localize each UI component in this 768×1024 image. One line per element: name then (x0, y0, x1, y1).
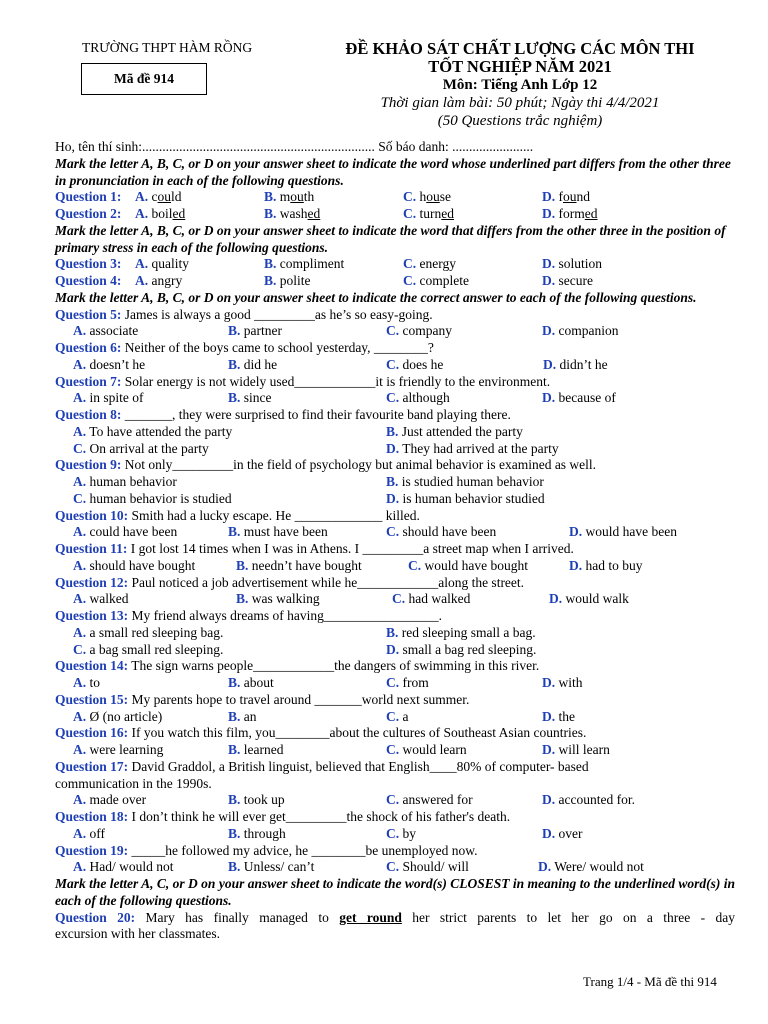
option-b[interactable]: B. an (228, 708, 257, 724)
option-d[interactable]: D. solution (542, 256, 603, 272)
option-b[interactable]: B. Just attended the party (386, 423, 523, 439)
option-d[interactable]: D. is human behavior studied (386, 490, 545, 506)
question-2 (55, 206, 735, 223)
option-b[interactable]: B. must have been (228, 524, 328, 540)
option-a[interactable]: A. To have attended the party (73, 423, 233, 439)
question-20-stem-cont: excursion with her classmates. (55, 926, 220, 942)
option-b[interactable]: B. took up (228, 792, 285, 808)
question-18-options (55, 826, 735, 843)
question-8-options-ab (55, 424, 735, 441)
option-b[interactable]: B. mouth (264, 189, 315, 205)
question-label: Question 13: (55, 608, 129, 623)
school-name: TRƯỜNG THPT HÀM RỒNG (82, 40, 253, 55)
question-11-stem: Question 11: I got lost 14 times when I was in Athens. I _________a street map when I arrived. (55, 541, 574, 556)
option-d[interactable]: D. with (542, 675, 583, 690)
option-d[interactable]: D. formed (542, 206, 598, 221)
exam-title-line1: ĐỀ KHẢO SÁT CHẤT LƯỢNG CÁC MÔN THI (345, 39, 695, 58)
option-b[interactable]: B. washed (264, 206, 321, 221)
option-d[interactable]: D. the (542, 708, 575, 724)
option-a[interactable]: A. a small red sleeping bag. (73, 624, 224, 640)
question-label: Question 10: (55, 507, 129, 523)
page-footer: Trang 1/4 - Mã đề thi 914 (583, 974, 717, 989)
option-c[interactable]: C. would learn (386, 742, 467, 757)
exam-question-count: (50 Questions trắc nghiệm) (437, 113, 603, 129)
option-c[interactable]: C. house (403, 189, 451, 205)
question-12-options (55, 591, 735, 608)
question-label: Question 16: (55, 725, 129, 741)
question-11-options (55, 558, 735, 575)
option-c[interactable]: C. a (386, 708, 409, 724)
instruction-stress: Mark the letter A, B, C, or D on your answer sheet to indicate the word that differs from the other three in the position of primary stress in each of the following questions. (55, 222, 726, 255)
option-d[interactable]: D. because of (542, 390, 616, 406)
question-6-options (55, 357, 735, 374)
question-15-stem: Question 15: My parents hope to travel around _______world next summer. (55, 691, 470, 707)
option-c[interactable]: C. had walked (392, 591, 471, 607)
question-1 (55, 189, 735, 206)
option-a[interactable]: A. quality (135, 256, 189, 272)
option-c[interactable]: C. Should/ will (386, 859, 469, 875)
option-b[interactable]: B. polite (264, 273, 311, 288)
question-label: Question 2: (55, 206, 122, 221)
question-label: Question 12: (55, 574, 129, 590)
option-d[interactable]: D. secure (542, 273, 593, 288)
question-5-stem: Question 5: James is always a good _________as he’s so easy-going. (55, 306, 433, 322)
option-c[interactable]: C. by (386, 825, 416, 841)
option-d[interactable]: D. They had arrived at the party (386, 440, 559, 456)
option-a[interactable]: A. boiled (135, 206, 186, 221)
question-label: Question 17: (55, 758, 129, 774)
option-b[interactable]: B. since (228, 390, 272, 406)
option-b[interactable]: B. is studied human behavior (386, 474, 544, 489)
question-3 (55, 256, 735, 273)
question-4 (55, 273, 735, 290)
option-d[interactable]: D. will learn (542, 742, 610, 757)
option-d[interactable]: D. didn’t he (543, 356, 608, 372)
question-13-options-cd (55, 642, 735, 659)
question-19-options (55, 859, 735, 876)
option-a[interactable]: A. to (73, 675, 101, 690)
question-15-options (55, 709, 735, 726)
question-9-stem: Question 9: Not only_________in the field of psychology but animal behavior is examined as well. (55, 457, 597, 473)
question-5-options (55, 323, 735, 340)
underlined-phrase: get round (339, 909, 402, 925)
option-c[interactable]: C. although (386, 390, 450, 406)
question-6-stem: Question 6: Neither of the boys came to school yesterday, ________? (55, 340, 434, 355)
question-17-options (55, 792, 735, 809)
exam-subject: Môn: Tiếng Anh Lớp 12 (442, 77, 598, 93)
option-c[interactable]: C. a bag small red sleeping. (73, 641, 224, 657)
question-12-stem: Question 12: Paul noticed a job advertisement while he____________along the street. (55, 574, 525, 590)
question-label: Question 9: (55, 457, 122, 473)
option-d[interactable]: D. would have been (569, 524, 677, 540)
option-a[interactable]: A. doesn’t he (73, 356, 146, 372)
option-c[interactable]: C. turned (403, 206, 454, 221)
option-a[interactable]: A. could (135, 189, 182, 205)
option-c[interactable]: C. answered for (386, 792, 473, 808)
question-17-stem: Question 17: David Graddol, a British linguist, believed that English____80% of computer- based (55, 758, 589, 774)
question-10-stem: Question 10: Smith had a lucky escape. He _____________ killed. (55, 507, 420, 523)
question-10-options (55, 524, 735, 541)
option-a[interactable]: A. were learning (73, 742, 164, 757)
option-c[interactable]: C. energy (403, 256, 456, 272)
option-b[interactable]: B. needn’t have bought (236, 557, 362, 573)
exam-title-line2: TỐT NGHIỆP NĂM 2021 (428, 57, 612, 76)
instruction-pronunciation: Mark the letter A, B, C, or D on your answer sheet to indicate the word whose underlined part differs from the other three in pronunciation in each of the following questions. (55, 155, 731, 188)
option-d[interactable]: D. over (542, 825, 583, 841)
option-b[interactable]: B. through (228, 825, 286, 841)
question-label: Question 1: (55, 189, 122, 205)
option-a[interactable]: A. off (73, 825, 105, 841)
option-a[interactable]: A. angry (135, 273, 183, 288)
option-c[interactable]: C. does he (386, 356, 444, 372)
question-16-stem: Question 16: If you watch this film, you________about the cultures of Southeast Asian countries. (55, 725, 587, 741)
question-label: Question 3: (55, 256, 122, 272)
option-a[interactable]: A. Had/ would not (73, 859, 174, 875)
question-label: Question 11: (55, 541, 128, 556)
question-13-stem: Question 13: My friend always dreams of having_________________. (55, 608, 442, 623)
option-d[interactable]: D. small a bag red sleeping. (386, 641, 537, 657)
exam-code-box: Mã đề 914 (81, 63, 207, 95)
option-a[interactable]: A. made over (73, 792, 147, 808)
option-d[interactable]: D. found (542, 189, 590, 205)
option-d[interactable]: D. Were/ would not (538, 859, 644, 875)
option-b[interactable]: B. Unless/ can’t (228, 859, 315, 875)
question-9-options-ab (55, 474, 735, 491)
option-d[interactable]: D. companion (542, 323, 619, 339)
option-a[interactable]: A. should have bought (73, 557, 196, 573)
question-label: Question 6: (55, 340, 122, 355)
question-14-stem: Question 14: The sign warns people____________the dangers of swimming in this river. (55, 658, 540, 674)
question-19-stem: Question 19: _____he followed my advice, he ________be unemployed now. (55, 842, 478, 858)
instruction-correct-answer: Mark the letter A, B, C, or D on your answer sheet to indicate the correct answer to each of the following questions. (55, 289, 697, 305)
question-20-stem: Question 20: Mary has finally managed to get round her strict parents to let her go on a three - day (55, 909, 735, 925)
question-13-options-ab (55, 625, 735, 642)
option-c[interactable]: C. complete (403, 273, 469, 288)
question-label: Question 20: (55, 909, 136, 925)
exam-time-info: Thời gian làm bài: 50 phút; Ngày thi 4/4/2021 (380, 95, 660, 111)
option-c[interactable]: C. On arrival at the party (73, 440, 209, 456)
option-b[interactable]: B. was walking (236, 591, 320, 607)
question-label: Question 4: (55, 273, 122, 288)
option-c[interactable]: C. should have been (386, 524, 497, 540)
question-label: Question 15: (55, 691, 129, 707)
option-c[interactable]: C. human behavior is studied (73, 490, 232, 506)
question-7-stem: Question 7: Solar energy is not widely used____________it is friendly to the environment. (55, 373, 551, 389)
question-label: Question 14: (55, 658, 129, 674)
option-c[interactable]: C. from (386, 675, 429, 690)
question-8-options-cd (55, 441, 735, 458)
question-label: Question 18: (55, 809, 129, 824)
question-label: Question 5: (55, 306, 122, 322)
option-a[interactable]: A. Ø (no article) (73, 708, 163, 724)
option-b[interactable]: B. partner (228, 323, 282, 339)
option-b[interactable]: B. red sleeping small a bag. (386, 624, 536, 640)
option-a[interactable]: A. walked (73, 591, 129, 607)
question-label: Question 8: (55, 407, 122, 422)
option-b[interactable]: B. learned (228, 742, 284, 757)
question-16-options (55, 742, 735, 759)
question-8-stem: Question 8: _______, they were surprised to find their favourite band playing there. (55, 407, 511, 422)
option-c[interactable]: C. would have bought (408, 557, 528, 573)
question-18-stem: Question 18: I don’t think he will ever get_________the shock of his father's death. (55, 809, 511, 824)
option-d[interactable]: D. would walk (549, 591, 629, 607)
question-7-options (55, 390, 735, 407)
question-14-options (55, 675, 735, 692)
instruction-closest: Mark the letter A, C, or D on your answer sheet to indicate the word(s) CLOSEST in meaning to the underlined word(s) in each of the following questions. (55, 876, 735, 908)
exam-content (55, 139, 735, 943)
option-a[interactable]: A. could have been (73, 524, 178, 540)
question-9-options-cd (55, 491, 735, 508)
option-c[interactable]: C. company (386, 323, 452, 339)
option-a[interactable]: A. in spite of (73, 390, 144, 406)
student-info-line: Ho, tên thí sinh:..................................................................... Số báo danh: ........................ (55, 139, 534, 154)
option-a[interactable]: A. human behavior (73, 474, 177, 489)
question-label: Question 19: (55, 842, 129, 858)
option-b[interactable]: B. compliment (264, 256, 345, 272)
title-block (300, 40, 740, 130)
option-d[interactable]: D. accounted for. (542, 792, 635, 808)
question-17-stem-cont: communication in the 1990s. (55, 775, 212, 791)
option-b[interactable]: B. about (228, 675, 274, 690)
option-d[interactable]: D. had to buy (569, 557, 643, 573)
option-b[interactable]: B. did he (228, 356, 278, 372)
option-a[interactable]: A. associate (73, 323, 139, 339)
question-label: Question 7: (55, 373, 122, 389)
